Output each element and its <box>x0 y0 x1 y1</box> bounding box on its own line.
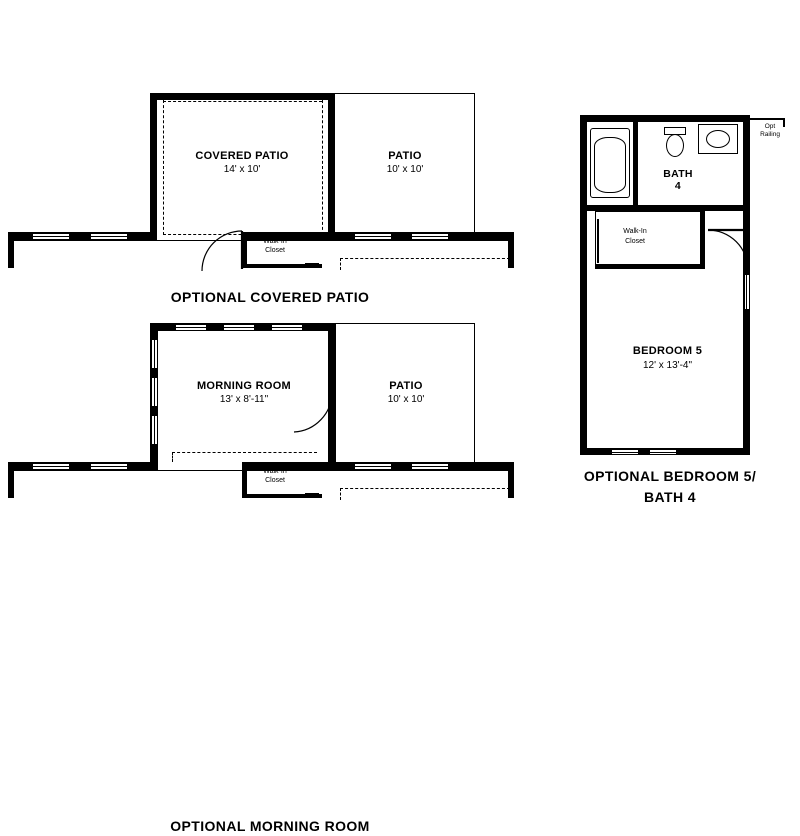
bedroom5-top-wall <box>580 115 750 122</box>
room-dim-patio: 10' x 10' <box>386 164 424 175</box>
morning-window-top-1-line <box>176 327 206 328</box>
caption-optional-covered-patio: OPTIONAL COVERED PATIO <box>170 289 370 305</box>
hall-dash-top-2 <box>340 488 510 489</box>
window2-left-1-line <box>33 466 69 467</box>
bedroom5-door-swing <box>706 228 750 272</box>
house-left-end-wall-2 <box>8 462 14 498</box>
closet-left-wall-2 <box>242 462 247 498</box>
room-label-covered-patio: COVERED PATIO <box>195 150 289 162</box>
opt-railing-label-line1: Opt <box>764 123 776 130</box>
toilet-bowl <box>666 134 684 157</box>
window-right-1-line <box>355 236 391 237</box>
window2-right-2-line <box>412 466 448 467</box>
bath4-partition <box>633 122 638 206</box>
bedroom5-left-wall <box>580 115 587 455</box>
opt-railing-line <box>738 118 784 120</box>
house-right-end-wall-2 <box>508 462 514 498</box>
walkin-closet-bottom-wall <box>595 264 705 269</box>
bedroom5-window-right-line <box>746 275 747 309</box>
house-right-end-wall <box>508 232 514 268</box>
plan-optional-covered-patio <box>0 0 540 310</box>
room-label-bath-4-number: 4 <box>674 180 682 192</box>
closet-bottom-wall-2 <box>242 494 322 498</box>
house-rear-wall-left-2 <box>8 462 158 471</box>
room-label-bedroom-5: BEDROOM 5 <box>632 345 703 357</box>
patio-door-swing <box>200 229 246 271</box>
morning-window-top-3-line <box>272 327 302 328</box>
bathtub-basin <box>594 137 626 193</box>
bedroom5-window-2-line <box>650 452 676 453</box>
hall-dash-top <box>340 258 510 259</box>
house-left-end-wall <box>8 232 14 268</box>
window-left-2-line <box>91 236 127 237</box>
bedroom5-window-1-line <box>612 452 638 453</box>
closet-label-2-line1: Walk-In <box>263 468 287 475</box>
plan-optional-morning-room <box>0 300 540 834</box>
morning-window-top-2-line <box>224 327 254 328</box>
room-label-morning-room: MORNING ROOM <box>196 380 292 392</box>
morning-window-left-1-line <box>154 340 155 368</box>
closet-left-wall <box>242 232 247 268</box>
window2-right-1-line <box>355 466 391 467</box>
closet-rod-line-2 <box>305 493 319 495</box>
walkin-closet-right-wall <box>700 211 705 269</box>
caption-optional-morning-room: OPTIONAL MORNING ROOM <box>170 818 370 834</box>
closet-label-line2: Closet <box>265 247 285 254</box>
walkin-closet-rod <box>597 219 599 263</box>
window-left-1-line <box>33 236 69 237</box>
house-rear-wall-left <box>8 232 153 241</box>
covered-patio-beam-top <box>163 101 322 102</box>
room-label-patio-2: PATIO <box>389 380 423 392</box>
window2-left-2-line <box>91 466 127 467</box>
room-label-bath-4: BATH <box>663 168 693 180</box>
walkin-closet-label-line2: Closet <box>625 238 645 245</box>
closet-label-line1: Walk-In <box>263 238 287 245</box>
room-dim-covered-patio: 14' x 10' <box>223 164 261 175</box>
caption-bedroom-5-line1: OPTIONAL BEDROOM 5/ <box>583 468 757 484</box>
room-dim-patio-2: 10' x 10' <box>387 394 425 405</box>
covered-patio-top-wall <box>150 93 335 100</box>
caption-bedroom-5-line2: BATH 4 <box>644 489 696 505</box>
room-label-patio: PATIO <box>388 150 422 162</box>
closet-label-2-line2: Closet <box>265 477 285 484</box>
window-right-2-line <box>412 236 448 237</box>
hall-dash-left-2 <box>340 488 341 500</box>
closet-bottom-wall <box>242 264 322 268</box>
morning-dash-bottom <box>172 452 317 453</box>
room-dim-bedroom-5: 12' x 13'-4" <box>642 360 693 371</box>
opt-railing-label-line2: Railing <box>760 131 780 138</box>
closet-rod-line <box>305 263 319 265</box>
morning-dash-left <box>172 452 173 462</box>
morning-window-left-3-line <box>154 416 155 444</box>
room-dim-morning-room: 13' x 8'-11" <box>219 394 269 405</box>
morning-room-patio-door-swing <box>292 392 336 434</box>
plan-optional-bedroom-5-bath-4 <box>540 0 800 540</box>
sink-bowl <box>706 130 730 148</box>
walkin-closet-label-line1: Walk-In <box>623 228 647 235</box>
hall-dash-left <box>340 258 341 270</box>
